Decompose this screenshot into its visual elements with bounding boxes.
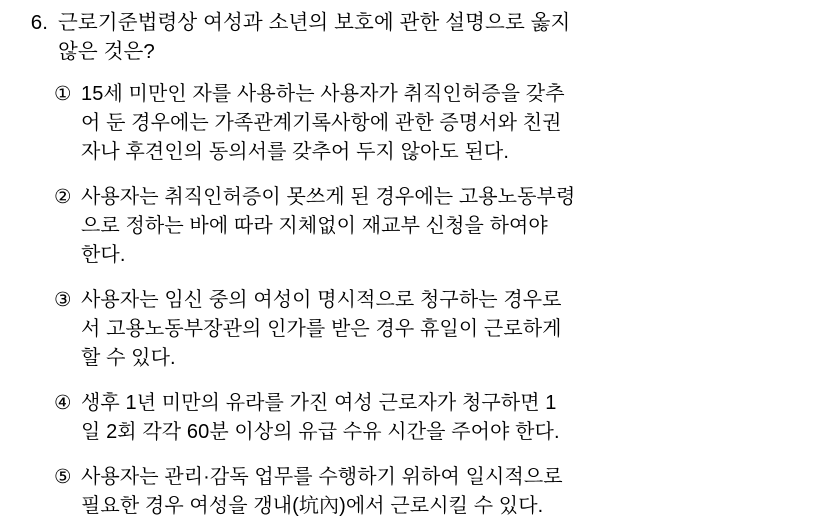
choice-marker: ④ [54, 392, 72, 415]
choice-marker: ① [54, 83, 72, 106]
choice-item-3[interactable] [54, 286, 808, 373]
question-line: 않은 것은? [58, 40, 155, 64]
choice-item-2[interactable] [54, 183, 808, 270]
choice-line: 할 수 있다. [81, 347, 176, 370]
choice-text [81, 389, 808, 447]
choice-line: 으로 정하는 바에 따라 지체없이 재교부 신청을 하여야 [81, 215, 548, 238]
choice-list [18, 80, 808, 521]
choice-line: 사용자는 관리·감독 업무를 수행하기 위하여 일시적으로 [81, 466, 563, 489]
choice-text [81, 463, 808, 521]
question-number: 6. [30, 11, 48, 34]
choice-text [81, 286, 808, 373]
choice-item-5[interactable] [54, 463, 808, 521]
choice-line: 사용자는 임신 중의 여성이 명시적으로 청구하는 경우로 [81, 289, 562, 312]
choice-marker: ② [54, 186, 72, 209]
question-block [18, 8, 808, 66]
choice-line: 어 둔 경우에는 가족관계기록사항에 관한 증명서와 친권 [81, 112, 562, 135]
choice-marker: ⑤ [54, 466, 72, 489]
choice-line: 사용자는 취직인허증이 못쓰게 된 경우에는 고용노동부령 [81, 186, 576, 209]
choice-item-4[interactable] [54, 389, 808, 447]
choice-line: 서 고용노동부장관의 인가를 받은 경우 휴일이 근로하게 [81, 318, 562, 341]
question-text [58, 8, 808, 66]
choice-line: 생후 1년 미만의 유라를 가진 여성 근로자가 청구하면 1 [81, 392, 557, 415]
choice-text [81, 183, 808, 270]
choice-line: 한다. [81, 244, 126, 267]
choice-line: 15세 미만인 자를 사용하는 사용자가 취직인허증을 갖추 [81, 83, 565, 106]
choice-item-1[interactable] [54, 80, 808, 167]
choice-line: 필요한 경우 여성을 갱내(坑內)에서 근로시킬 수 있다. [81, 495, 544, 518]
choice-line: 자나 후견인의 동의서를 갖추어 두지 않아도 된다. [81, 141, 509, 164]
choice-text [81, 80, 808, 167]
question-line: 근로기준법령상 여성과 소년의 보호에 관한 설명으로 옳지 [58, 11, 571, 34]
choice-marker: ③ [54, 289, 72, 312]
choice-line: 일 2회 각각 60분 이상의 유급 수유 시간을 주어야 한다. [81, 421, 560, 444]
